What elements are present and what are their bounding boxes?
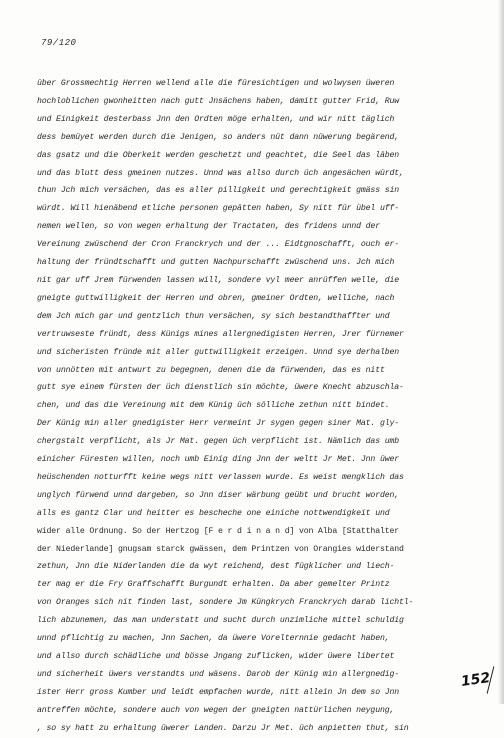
text-line: von Oranges sich nit finden last, sondere Jm Küngkrych Franckrych darab lichtl- [37,598,414,608]
text-line: von unnötten mit antwurt zu begegnen, denen die da fürwenden, das es nitt [37,365,385,375]
text-line: das gsatz und die Oberkeit werden geschetzt und geachtet, die Seel das läben [37,150,400,160]
text-line: über Grossmechtig Herren wellend alle die füresichtigen und wolwysen üweren [37,79,395,88]
text-line: wider alle Ordnung. So der Hertzog [F e r d i n a n d] von Alba [Statthalter [37,526,400,536]
text-line: chergstalt verpflicht, als Jr Mat. gegen üch verpflicht ist. Nämlich das umb [37,437,400,447]
text-line: und allso durch schädliche und bösse Jngang zuflicken, wider üwere libertet [37,652,395,661]
text-line: der Niederlande] gnugsam starck gwässen, dem Printzen von Orangies widerstand [37,544,404,554]
text-line: und sicherheit üwers verstandts und wäsens. Darob der Künig min allergnedig- [37,669,400,679]
text-line: zethun, Jnn die Niderlanden die da wyt reichend, dest fügklicher und liech- [37,562,395,572]
page-edge-shadow [498,0,504,704]
text-line: ister Herr gross Kumber und leidt empfachen wurde, nitt allein Jn dem so Jnn [37,687,400,697]
text-line: hochloblichen gwonheitten nach gutt Jnsächens haben, damitt gutter Frid, Ruw [37,96,400,106]
text-line: gutt sye einem fürsten der üch dienstlich sin möchte, üwere Knecht abzuschla- [37,383,404,393]
text-line: und das blutt dess gmeinen nutzes. Unnd was allso durch üch angesächen würdt, [37,168,404,178]
text-line: gneigte guttwilligkeit der Herren und obren, gmeiner Ordten, welliche, nach [37,293,395,303]
text-line: vertruwseste fründt, dess Künigs mines allergnedigisten Herren, Jrer fürnemer [37,329,404,339]
text-line: würdt. Will hienäbend etliche personen gepätten haben, Sy nitt für übel uff- [37,204,400,214]
text-line: und sicheristen fründe mit aller guttwilligkeit erzeigen. Unnd sye derhalben [37,347,400,357]
text-line: ter mag er die Fry Graffschafft Burgundt erhalten. Da aber gemelter Printz [37,580,390,590]
text-line: thun Jch mich versächen, das es aller pilligkeit und gerechtigkeit gmäss sin [37,186,400,196]
handwritten-folio-number: 152 [460,670,492,690]
page-number: 79/120 [41,38,77,48]
text-line: einicher Füresten willen, noch umb Einig ding Jnn der weltt Jr Met. Jnn üwer [37,455,400,465]
text-line: und Einigkeit desterbass Jnn den Ordten möge erhalten, und wir nitt täglich [37,114,395,124]
text-line: unglych fürwend unnd dargeben, so Jnn diser wärbung geübt und brucht worden, [37,490,400,500]
text-line: Vereinung zwüschend der Cron Franckrych und der ... Eidtgnoschafft, ouch er- [37,240,400,250]
text-line: dess bemüyet werden durch die Jenigen, so anders nüt dann nüwerung begärend, [37,132,400,142]
text-line: , so sy hatt zu erhaltung üwerer Landen. Darzu Jr Met. üch anpietten thut, sin [37,723,409,733]
text-line: dem Jch mich gar und gentzlich thun versächen, sy sich bestandthaffter und [37,311,390,321]
body-text [37,75,473,738]
text-line: haltung der fründtschafft und gutten Nachpurschafft zwüschend uns. Jch mich [37,258,395,268]
text-line: antreffen möchte, sondere auch von wegen der gneigten nattürlichen neygung, [37,705,395,715]
text-line: alls es gantz Clar und heitter es bescheche one einiche nottwendigkeit und [37,508,390,518]
text-line: nit gar uff Jrem fürwenden lassen will, sondere vyl meer anrüffen welle, die [37,275,400,285]
text-line: lich abzunemen, das man understatt und sucht durch unzimliche mittel schuldig [37,616,404,626]
text-line: heüschenden notturfft keine wegs nitt verlassen wurde. Es weist mengklich das [37,472,404,482]
text-line: nemen wellen, so von wegen erhaltung der Tractaten, des fridens unnd der [37,222,380,232]
text-line: chen, und das die Vereinung mit dem Künig üch sölliche zethun nitt bindet. [37,401,390,411]
text-line: Der Künig min aller gnedigister Herr vermeint Jr sygen gegen siner Mat. gly- [37,419,400,429]
text-line: unnd pflichtig zu machen, Jnn Sachen, da üwere Vorelternnie gedacht haben, [37,634,390,644]
